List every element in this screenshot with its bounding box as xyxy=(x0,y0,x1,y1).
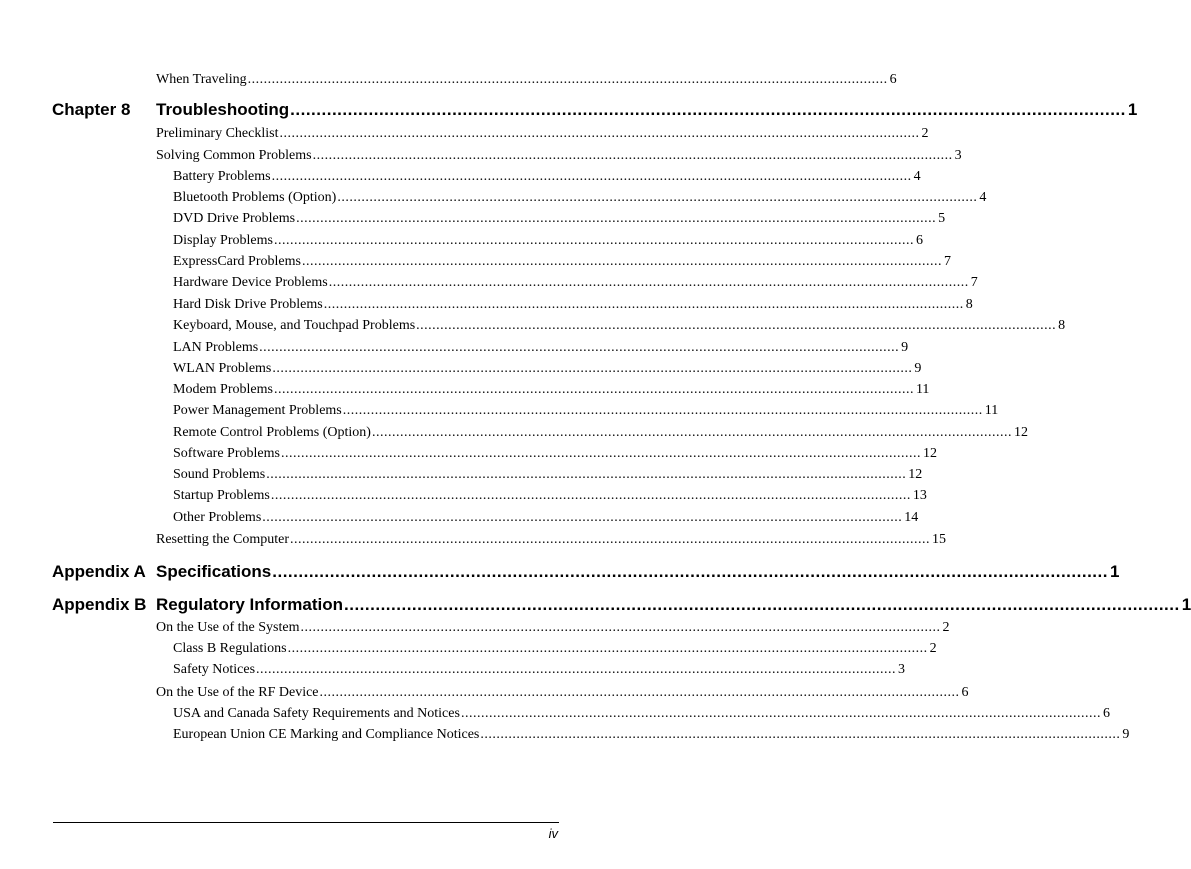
dot-leader: ................................................................................................................................................................ xyxy=(300,620,941,635)
toc-entry-title: On the Use of the System xyxy=(156,620,300,635)
toc-entry-page: 12 xyxy=(908,467,923,482)
toc-entry-usa-canada-safety[interactable] xyxy=(173,706,1110,722)
toc-entry-title: Startup Problems xyxy=(173,488,270,503)
toc-entry-other-problems[interactable] xyxy=(173,510,919,526)
toc-entry-page: 12 xyxy=(922,446,937,461)
toc-entry-page: 7 xyxy=(943,254,951,269)
dot-leader: ................................................................................................................................................................ xyxy=(256,662,897,677)
toc-entry-title: Regulatory Information xyxy=(156,595,344,614)
toc-entry-wlan-problems[interactable] xyxy=(173,361,922,377)
dot-leader: ................................................................................................................................................................ xyxy=(259,340,900,355)
dot-leader: ................................................................................................................................................................ xyxy=(371,425,1012,440)
toc-entry-power-management-problems[interactable] xyxy=(173,403,999,419)
toc-entry-appendix-a[interactable] xyxy=(156,562,1120,582)
dot-leader: ................................................................................................................................................................ xyxy=(460,706,1101,721)
toc-entry-page: 9 xyxy=(901,340,909,355)
toc-entry-battery-problems[interactable] xyxy=(173,169,921,185)
dot-leader: ................................................................................................................................................................ xyxy=(289,532,930,547)
toc-entry-class-b-regulations[interactable] xyxy=(173,641,937,657)
dot-leader: ................................................................................................................................................................ xyxy=(273,233,914,248)
toc-entry-remote-control-problems[interactable] xyxy=(173,425,1028,441)
toc-entry-title: European Union CE Marking and Compliance Notices xyxy=(173,727,480,742)
toc-entry-title: WLAN Problems xyxy=(173,361,272,376)
toc-entry-modem-problems[interactable] xyxy=(173,382,930,398)
dot-leader: ................................................................................................................................................................ xyxy=(279,126,920,141)
toc-entry-title: Bluetooth Problems (Option) xyxy=(173,190,337,205)
toc-entry-expresscard-problems[interactable] xyxy=(173,254,951,270)
dot-leader: ................................................................................................................................................................ xyxy=(266,467,907,482)
toc-entry-page: 4 xyxy=(913,169,921,184)
toc-entry-page: 11 xyxy=(915,382,930,397)
toc-entry-page: 2 xyxy=(942,620,950,635)
chapter-label: Chapter 8 xyxy=(52,100,131,119)
toc-entry-when-traveling[interactable] xyxy=(156,72,897,88)
toc-entry-use-of-system[interactable] xyxy=(156,620,950,636)
toc-entry-title: Battery Problems xyxy=(173,169,271,184)
toc-entry-display-problems[interactable] xyxy=(173,233,923,249)
dot-leader: ................................................................................................................................................................ xyxy=(290,100,1126,119)
dot-leader: ................................................................................................................................................................ xyxy=(296,211,937,226)
toc-entry-title: Power Management Problems xyxy=(173,403,342,418)
toc-entry-title: Solving Common Problems xyxy=(156,148,312,163)
toc-entry-page: 9 xyxy=(914,361,922,376)
toc-entry-title: Troubleshooting xyxy=(156,100,290,119)
toc-entry-bluetooth-problems[interactable] xyxy=(173,190,987,206)
dot-leader: ................................................................................................................................................................ xyxy=(344,595,1180,614)
toc-entry-chapter-8[interactable] xyxy=(156,100,1138,120)
dot-leader: ................................................................................................................................................................ xyxy=(337,190,978,205)
toc-entry-page: 3 xyxy=(898,662,906,677)
toc-entry-hardware-device-problems[interactable] xyxy=(173,275,978,291)
toc-entry-title: On the Use of the RF Device xyxy=(156,685,319,700)
toc-entry-title: Class B Regulations xyxy=(173,641,287,656)
toc-entry-page: 3 xyxy=(954,148,962,163)
toc-entry-startup-problems[interactable] xyxy=(173,488,927,504)
toc-entry-page: 12 xyxy=(1013,425,1028,440)
toc-entry-page: 8 xyxy=(1058,318,1066,333)
dot-leader: ................................................................................................................................................................ xyxy=(247,72,888,87)
toc-entry-page: 13 xyxy=(912,488,927,503)
toc-entry-title: When Traveling xyxy=(156,72,247,87)
toc-entry-page: 6 xyxy=(889,72,897,87)
toc-entry-page: 14 xyxy=(904,510,919,525)
toc-entry-title: Hard Disk Drive Problems xyxy=(173,297,323,312)
toc-entry-page: 6 xyxy=(1102,706,1110,721)
toc-entry-safety-notices[interactable] xyxy=(173,662,906,678)
dot-leader: ................................................................................................................................................................ xyxy=(272,361,913,376)
dot-leader: ................................................................................................................................................................ xyxy=(323,297,964,312)
toc-entry-page: 8 xyxy=(965,297,973,312)
page-number: iv xyxy=(548,826,558,841)
toc-entry-page: 7 xyxy=(970,275,978,290)
footer-rule xyxy=(53,822,559,823)
toc-entry-page: 6 xyxy=(961,685,969,700)
toc-entry-page: 2 xyxy=(929,641,937,656)
toc-entry-page: 15 xyxy=(931,532,946,547)
dot-leader: ................................................................................................................................................................ xyxy=(273,382,914,397)
toc-entry-keyboard-mouse-touchpad-problems[interactable] xyxy=(173,318,1066,334)
dot-leader: ................................................................................................................................................................ xyxy=(270,488,911,503)
dot-leader: ................................................................................................................................................................ xyxy=(319,685,960,700)
dot-leader: ................................................................................................................................................................ xyxy=(480,727,1121,742)
toc-entry-page: 1 xyxy=(1181,595,1191,614)
toc-entry-lan-problems[interactable] xyxy=(173,340,909,356)
dot-leader: ................................................................................................................................................................ xyxy=(287,641,928,656)
toc-entry-software-problems[interactable] xyxy=(173,446,937,462)
toc-entry-title: USA and Canada Safety Requirements and Notices xyxy=(173,706,460,721)
dot-leader: ................................................................................................................................................................ xyxy=(272,562,1108,581)
chapter-label: Appendix A xyxy=(52,562,146,581)
toc-entry-title: Display Problems xyxy=(173,233,273,248)
toc-entry-title: Sound Problems xyxy=(173,467,266,482)
dot-leader: ................................................................................................................................................................ xyxy=(416,318,1057,333)
dot-leader: ................................................................................................................................................................ xyxy=(342,403,983,418)
toc-entry-title: LAN Problems xyxy=(173,340,259,355)
toc-entry-page: 9 xyxy=(1122,727,1130,742)
toc-entry-title: Safety Notices xyxy=(173,662,256,677)
dot-leader: ................................................................................................................................................................ xyxy=(301,254,942,269)
toc-entry-title: Modem Problems xyxy=(173,382,273,397)
dot-leader: ................................................................................................................................................................ xyxy=(271,169,912,184)
toc-entry-solving-common-problems[interactable] xyxy=(156,148,962,164)
chapter-label: Appendix B xyxy=(52,595,147,614)
dot-leader: ................................................................................................................................................................ xyxy=(280,446,921,461)
toc-entry-title: ExpressCard Problems xyxy=(173,254,301,269)
toc-entry-resetting-the-computer[interactable] xyxy=(156,532,946,548)
toc-entry-title: Remote Control Problems (Option) xyxy=(173,425,371,440)
toc-entry-title: Software Problems xyxy=(173,446,280,461)
toc-entry-title: DVD Drive Problems xyxy=(173,211,296,226)
toc-entry-title: Hardware Device Problems xyxy=(173,275,328,290)
toc-entry-use-of-rf-device[interactable] xyxy=(156,685,969,701)
toc-entry-page: 4 xyxy=(979,190,987,205)
toc-entry-appendix-b[interactable] xyxy=(156,595,1191,615)
toc-entry-page: 11 xyxy=(984,403,999,418)
toc-entry-title: Preliminary Checklist xyxy=(156,126,279,141)
toc-entry-title: Resetting the Computer xyxy=(156,532,289,547)
toc-entry-preliminary-checklist[interactable] xyxy=(156,126,929,142)
toc-entry-page: 2 xyxy=(921,126,929,141)
toc-entry-title: Other Problems xyxy=(173,510,262,525)
toc-entry-dvd-drive-problems[interactable] xyxy=(173,211,946,227)
toc-entry-page: 6 xyxy=(915,233,923,248)
dot-leader: ................................................................................................................................................................ xyxy=(312,148,953,163)
dot-leader: ................................................................................................................................................................ xyxy=(328,275,969,290)
toc-entry-sound-problems[interactable] xyxy=(173,467,923,483)
toc-entry-title: Specifications xyxy=(156,562,272,581)
toc-entry-page: 1 xyxy=(1109,562,1120,581)
toc-entry-page: 5 xyxy=(938,211,946,226)
toc-entry-eu-ce-marking[interactable] xyxy=(173,727,1130,743)
toc-entry-title: Keyboard, Mouse, and Touchpad Problems xyxy=(173,318,416,333)
toc-entry-hard-disk-drive-problems[interactable] xyxy=(173,297,973,313)
dot-leader: ................................................................................................................................................................ xyxy=(262,510,903,525)
toc-entry-page: 1 xyxy=(1127,100,1138,119)
